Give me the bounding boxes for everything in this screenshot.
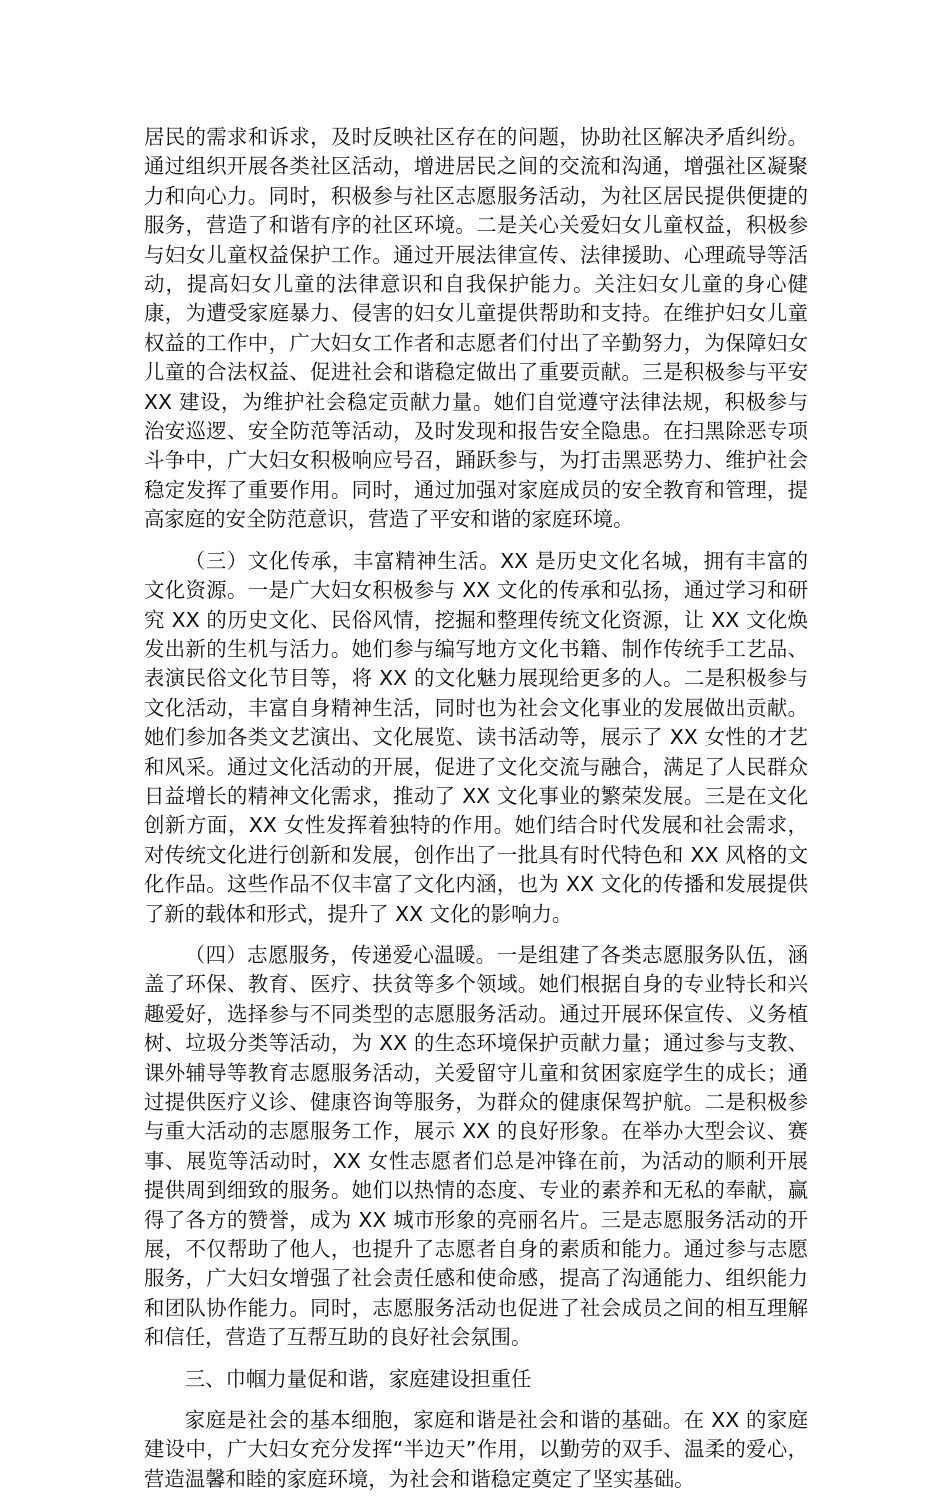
section-heading: 三、巾帼力量促和谐，家庭建设担重任	[184, 1366, 532, 1391]
paragraph-culture: （三）文化传承，丰富精神生活。XX 是历史文化名城，拥有丰富的文化资源。一是广大妇女积极参与 XX 文化的传承和弘扬，通过学习和研究 XX 的历史文化、民俗风情，挖掘和整理传统文化资源，让 XX 文化焕发出新的生机与活力。她们参与编写地方文化书籍、制作传统手工艺品、表演民俗文化节目等，将 XX 的文化魅力展现给更多的人。二是积极参与文化活动，丰富自身精神生活，同时也为社会文化事业的发展做出贡献。她们参加各类文艺演出、文化展览、读书活动等，展示了 XX 女性的才艺和风采。通过文化活动的开展，促进了文化交流与融合，满足了人民群众日益增长的精神文化需求，推动了 XX 文化事业的繁荣发展。三是在文化创新方面，XX 女性发挥着独特的作用。她们结合时代发展和社会需求，对传统文化进行创新和发展，创作出了一批具有时代特色和 XX 风格的文化作品。这些作品不仅丰富了文化内涵，也为 XX 文化的传播和发展提供了新的载体和形式，提升了 XX 文化的影响力。	[144, 548, 808, 926]
document-body	[144, 123, 808, 1506]
paragraph-family: 家庭是社会的基本细胞，家庭和谐是社会和谐的基础。在 XX 的家庭建设中，广大妇女充分发挥“半边天”作用，以勤劳的双手、温柔的爱心，营造温馨和睦的家庭环境，为社会和谐稳定奠定了坚实基础。	[144, 1408, 808, 1491]
paragraph-volunteer: （四）志愿服务，传递爱心温暖。一是组建了各类志愿服务队伍，涵盖了环保、教育、医疗、扶贫等多个领域。她们根据自身的专业特长和兴趣爱好，选择参与不同类型的志愿服务活动。通过开展环保宣传、义务植树、垃圾分类等活动，为 XX 的生态环境保护贡献力量；通过参与支教、课外辅导等教育志愿服务活动，关爱留守儿童和贫困家庭学生的成长；通过提供医疗义诊、健康咨询等服务，为群众的健康保驾护航。二是积极参与重大活动的志愿服务工作，展示 XX 的良好形象。在举办大型会议、赛事、展览等活动时，XX 女性志愿者们总是冲锋在前，为活动的顺利开展提供周到细致的服务。她们以热情的态度、专业的素养和无私的奉献，赢得了各方的赞誉，成为 XX 城市形象的亮丽名片。三是志愿服务活动的开展，不仅帮助了他人，也提升了志愿者自身的素质和能力。通过参与志愿服务，广大妇女增强了社会责任感和使命感，提高了沟通能力、组织能力和团队协作能力。同时，志愿服务活动也促进了社会成员之间的相互理解和信任，营造了互帮互助的良好社会氛围。	[144, 942, 808, 1350]
paragraph-community: 居民的需求和诉求，及时反映社区存在的问题，协助社区解决矛盾纠纷。通过组织开展各类社区活动，增进居民之间的交流和沟通，增强社区凝聚力和向心力。同时，积极参与社区志愿服务活动，为社区居民提供便捷的服务，营造了和谐有序的社区环境。二是关心关爱妇女儿童权益，积极参与妇女儿童权益保护工作。通过开展法律宣传、法律援助、心理疏导等活动，提高妇女儿童的法律意识和自我保护能力。关注妇女儿童的身心健康，为遭受家庭暴力、侵害的妇女儿童提供帮助和支持。在维护妇女儿童权益的工作中，广大妇女工作者和志愿者们付出了辛勤努力，为保障妇女儿童的合法权益、促进社会和谐稳定做出了重要贡献。三是积极参与平安 XX 建设，为维护社会稳定贡献力量。她们自觉遵守法律法规，积极参与治安巡逻、安全防范等活动，及时发现和报告安全隐患。在扫黑除恶专项斗争中，广大妇女积极响应号召，踊跃参与，为打击黑恶势力、维护社会稳定发挥了重要作用。同时，通过加强对家庭成员的安全教育和管理，提高家庭的安全防范意识，营造了平安和谐的家庭环境。	[144, 125, 808, 532]
